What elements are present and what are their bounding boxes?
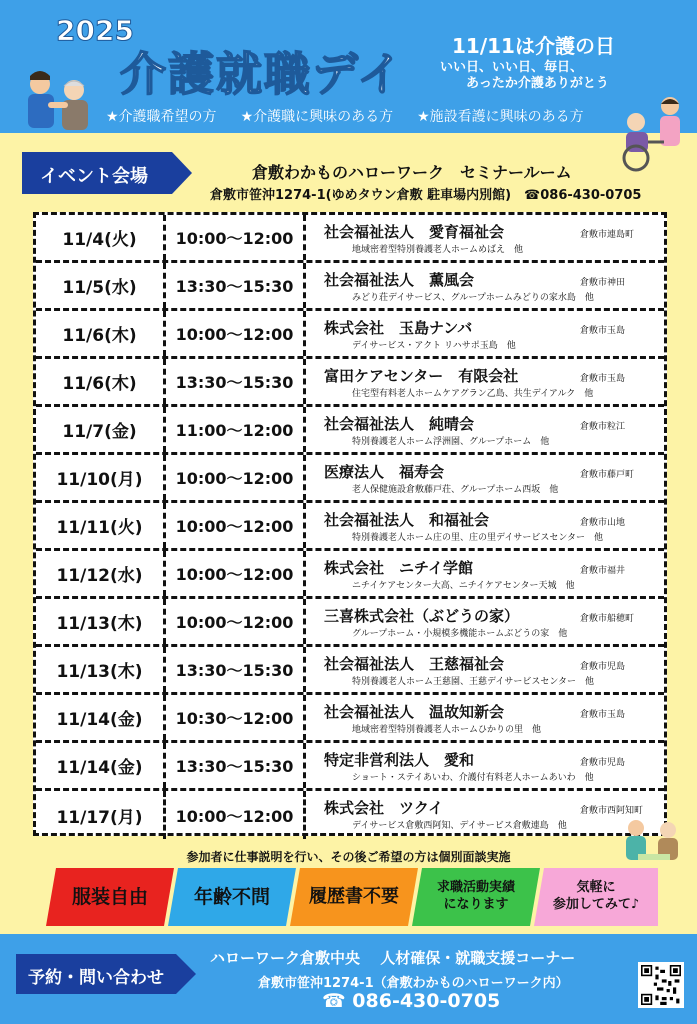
schedule-row: [36, 455, 664, 503]
row-time: 13:30～15:30: [166, 743, 306, 788]
row-date: 11/14(金): [36, 743, 166, 788]
schedule-row: [36, 311, 664, 359]
org-name: 社会福祉法人 温故知新会: [324, 703, 505, 721]
row-organization: [306, 455, 664, 500]
row-time: 13:30～15:30: [166, 359, 306, 404]
schedule-row: [36, 503, 664, 551]
tag-label: 年齢不問: [193, 885, 270, 908]
row-date: 11/7(金): [36, 407, 166, 452]
org-facilities: グループホーム・小規模多機能ホームぶどうの家 他: [352, 629, 568, 639]
feature-tag: [534, 868, 658, 926]
contact-organization: ハローワーク倉敷中央 人材確保・就職支援コーナー: [210, 949, 576, 967]
org-facilities: 地域密着型特別養護老人ホームひかりの里 他: [352, 725, 542, 735]
target-item: ★介護職に興味のある方: [240, 109, 394, 125]
org-location: 倉敷市西阿知町: [580, 806, 644, 816]
care-day-slogan-1: いい日、いい日、毎日、: [440, 60, 584, 75]
org-location: 倉敷市福井: [580, 566, 626, 576]
row-date: 11/4(火): [36, 215, 166, 260]
org-name: 社会福祉法人 和福祉会: [324, 511, 490, 529]
row-organization: [306, 695, 664, 740]
org-facilities: 地域密着型特別養護老人ホームめばえ 他: [352, 245, 524, 255]
org-facilities: 住宅型有料老人ホームケアグラン乙島、共生デイアルク 他: [352, 389, 594, 399]
tag-label: 求職活動実績 になります: [436, 880, 515, 912]
org-name: 特定非営利法人 愛和: [324, 751, 475, 769]
row-date: 11/6(木): [36, 311, 166, 356]
org-facilities: 特別養護老人ホーム庄の里、庄の里デイサービスセンター 他: [352, 533, 604, 543]
schedule-row: [36, 695, 664, 743]
row-date: 11/11(火): [36, 503, 166, 548]
caregiver-illustration: [18, 66, 100, 138]
row-organization: [306, 599, 664, 644]
schedule-row: [36, 407, 664, 455]
org-location: 倉敷市粒江: [580, 422, 626, 432]
schedule-row: [36, 359, 664, 407]
org-facilities: 老人保健施設倉敷藤戸荘、グループホーム西坂 他: [352, 485, 559, 495]
org-location: 倉敷市神田: [580, 278, 626, 288]
feature-tags: [46, 868, 658, 926]
venue-name: 倉敷わかものハローワーク セミナールーム: [252, 163, 572, 182]
row-date: 11/13(木): [36, 599, 166, 644]
org-location: 倉敷市玉島: [580, 374, 626, 384]
row-time: 10:00～12:00: [166, 215, 306, 260]
care-day-slogan-2: あったか介護ありがとう: [466, 76, 609, 91]
org-facilities: 特別養護老人ホーム王慈園、王慈デイサービスセンター 他: [352, 677, 595, 687]
org-name: 社会福祉法人 愛育福祉会: [324, 223, 505, 241]
org-name: 社会福祉法人 純晴会: [324, 415, 475, 433]
row-time: 10:30～12:00: [166, 695, 306, 740]
contact-badge: [16, 954, 196, 994]
org-facilities: デイサービス・アクト リハサポ玉島 他: [352, 341, 516, 351]
row-time: 13:30～15:30: [166, 263, 306, 308]
row-organization: [306, 791, 664, 839]
contact-phone[interactable]: ☎ 086-430-0705: [322, 990, 501, 1012]
feature-tag: [168, 868, 296, 926]
schedule-table: [33, 212, 667, 836]
feature-tag: [46, 868, 174, 926]
schedule-row: [36, 263, 664, 311]
row-date: 11/13(木): [36, 647, 166, 692]
event-year: 2025: [56, 14, 134, 47]
row-date: 11/6(木): [36, 359, 166, 404]
org-name: 株式会社 ニチイ学館: [324, 559, 473, 577]
row-time: 10:00～12:00: [166, 599, 306, 644]
org-name: 富田ケアセンター 有限会社: [324, 367, 519, 385]
row-time: 10:00～12:00: [166, 551, 306, 596]
venue-badge: [22, 152, 192, 194]
org-name: 医療法人 福寿会: [324, 463, 445, 481]
schedule-row: [36, 215, 664, 263]
org-location: 倉敷市児島: [580, 758, 626, 768]
org-location: 倉敷市玉島: [580, 326, 626, 336]
org-name: 株式会社 玉島ナンバ: [324, 319, 473, 337]
feature-tag: [412, 868, 540, 926]
target-item: ★施設看護に興味のある方: [417, 109, 584, 125]
contact-address: 倉敷市笹沖1274-1（倉敷わかものハローワーク内）: [258, 976, 569, 991]
row-time: 10:00～12:00: [166, 503, 306, 548]
schedule-row: [36, 743, 664, 791]
org-facilities: ショート・ステイあいわ、介護付有料老人ホームあいわ 他: [352, 773, 594, 783]
feature-tag: [290, 868, 418, 926]
row-organization: [306, 263, 664, 308]
row-time: 10:00～12:00: [166, 791, 306, 839]
target-item: ★介護職希望の方: [106, 109, 217, 125]
row-organization: [306, 503, 664, 548]
org-facilities: 特別養護老人ホーム浮洲園、グループホーム 他: [352, 437, 550, 447]
venue-badge-label: イベント会場: [40, 166, 148, 187]
row-organization: [306, 407, 664, 452]
row-organization: [306, 359, 664, 404]
org-location: 倉敷市船穂町: [580, 614, 635, 624]
tag-label: 気軽に 参加してみて♪: [552, 880, 640, 912]
org-name: 三喜株式会社（ぶどうの家）: [324, 607, 520, 625]
schedule-row: [36, 647, 664, 695]
row-date: 11/5(水): [36, 263, 166, 308]
org-name: 社会福祉法人 薫風会: [324, 271, 475, 289]
schedule-row: [36, 551, 664, 599]
qr-code-icon[interactable]: [638, 962, 684, 1008]
row-organization: [306, 743, 664, 788]
target-audience-list: [106, 106, 584, 126]
row-time: 10:00～12:00: [166, 455, 306, 500]
org-facilities: みどり荘デイサービス、グループホームみどりの家水島 他: [352, 293, 594, 303]
row-time: 10:00～12:00: [166, 311, 306, 356]
row-organization: [306, 215, 664, 260]
contact-badge-label: 予約・問い合わせ: [28, 968, 164, 988]
row-organization: [306, 311, 664, 356]
event-title: 介護就職デイ: [120, 47, 405, 101]
wheelchair-illustration: [614, 92, 692, 172]
venue-address: 倉敷市笹沖1274-1(ゆめタウン倉敷 駐車場内別館) ☎086-430-0705: [210, 188, 642, 203]
header-banner: [0, 0, 697, 133]
org-location: 倉敷市藤戸町: [580, 470, 635, 480]
schedule-row: [36, 791, 664, 839]
tag-label: 服装自由: [71, 885, 148, 908]
org-name: 社会福祉法人 王慈福祉会: [324, 655, 505, 673]
schedule-row: [36, 599, 664, 647]
org-location: 倉敷市児島: [580, 662, 626, 672]
row-organization: [306, 551, 664, 596]
row-date: 11/14(金): [36, 695, 166, 740]
org-location: 倉敷市連島町: [580, 230, 635, 240]
org-name: 株式会社 ツクイ: [324, 799, 444, 817]
org-facilities: ニチイケアセンター大高、ニチイケアセンター天城 他: [352, 581, 575, 591]
org-location: 倉敷市山地: [580, 518, 626, 528]
tag-label: 履歴書不要: [309, 886, 399, 908]
care-day-heading: 11/11は介護の日: [452, 34, 615, 58]
org-location: 倉敷市玉島: [580, 710, 626, 720]
row-time: 13:30～15:30: [166, 647, 306, 692]
interview-notice: 参加者に仕事説明を行い、その後ご希望の方は個別面談実施: [186, 850, 511, 864]
row-date: 11/17(月): [36, 791, 166, 839]
row-time: 11:00～12:00: [166, 407, 306, 452]
row-date: 11/10(月): [36, 455, 166, 500]
row-date: 11/12(水): [36, 551, 166, 596]
org-facilities: デイサービス倉敷西阿知、デイサービス倉敷連島 他: [352, 821, 567, 831]
row-organization: [306, 647, 664, 692]
